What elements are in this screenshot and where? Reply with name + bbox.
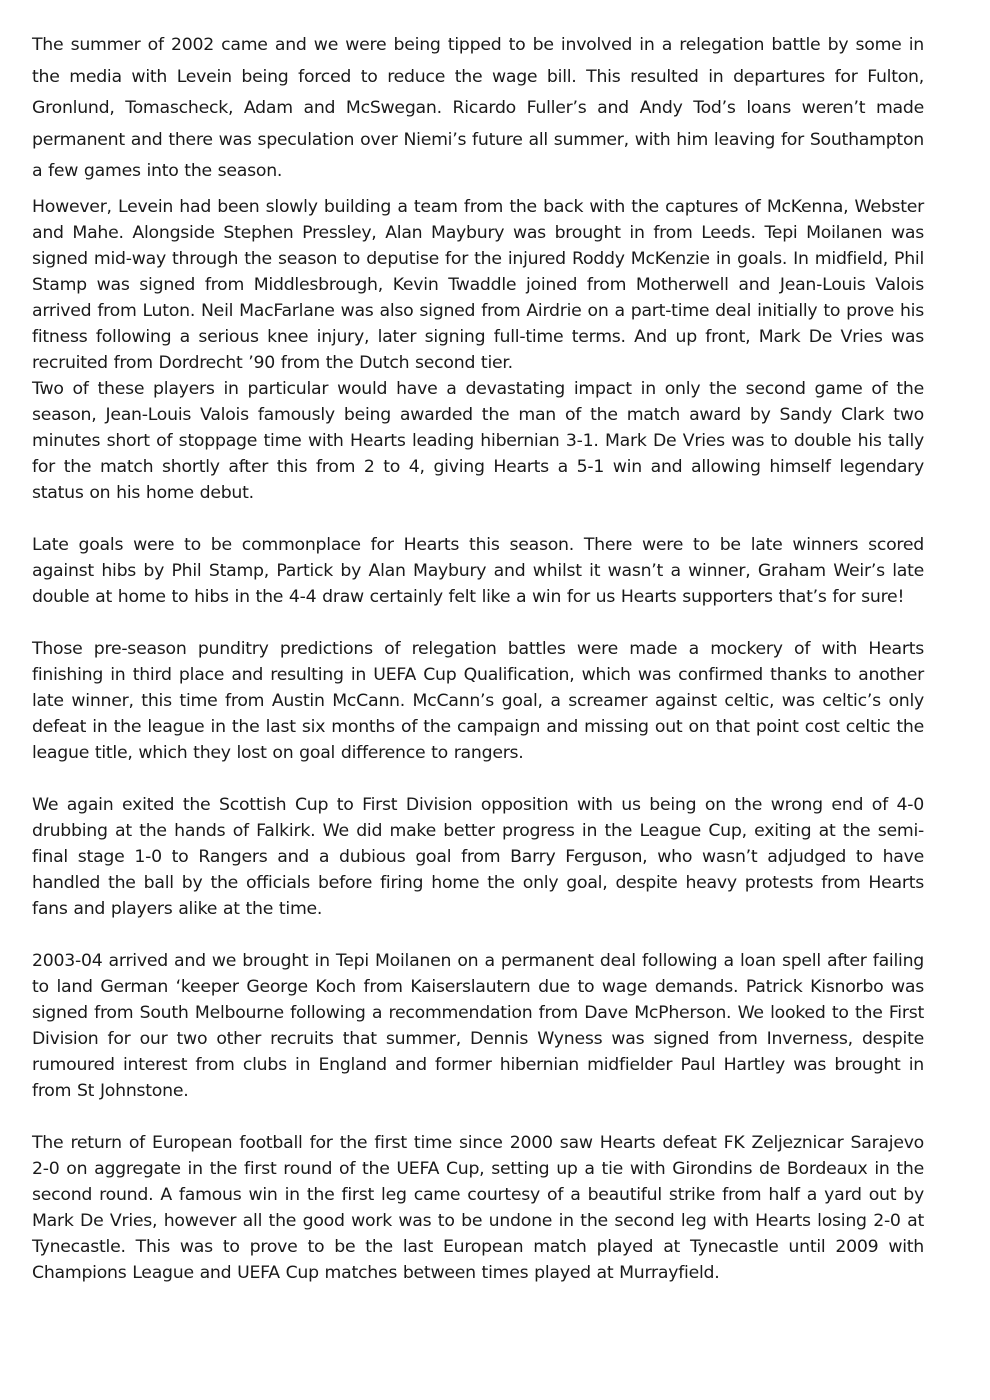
paragraph-gap xyxy=(32,766,924,792)
paragraph-cup-runs: We again exited the Scottish Cup to First Division opposition with us being on the wrong end of 4-0 drubbing at the hands of Falkirk. We did make better progress in the League Cup, exiting at the semi-final stage 1-0 to Rangers and a dubious goal from Barry Ferguson, who wasn’t adjudged to have handled the ball by the officials before firing home the only goal, despite heavy protests from Hearts fans and players alike at the time. xyxy=(32,794,924,919)
paragraph-derby-win: Two of these players in particular would have a devastating impact in only the second game of the season, Jean-Louis Valois famously being awarded the man of the match award by Sandy Clark two minutes short of stoppage time with Hearts leading hibernian 3-1. Mark De Vries was to double his tally for the match shortly after this from 2 to 4, giving Hearts a 5-1 win and allowing himself legendary status on his home debut. xyxy=(32,378,924,503)
paragraph-2003-04-signings: 2003-04 arrived and we brought in Tepi Moilanen on a permanent deal following a loan spell after failing to land German ‘keeper George Koch from Kaiserslautern due to wage demands. Patrick Kisnorbo was signed from South Melbourne following a recommendation from Dave McPherson. We looked to the First Division for our two other recruits that summer, Dennis Wyness was signed from Inverness, despite rumoured interest from clubs in England and former hibernian midfielder Paul Hartley was brought in from St Johnstone. xyxy=(32,950,924,1101)
paragraph-summer-2002: The summer of 2002 came and we were being tipped to be involved in a relegation battle by some in the media with Levein being forced to reduce the wage bill. This resulted in departures for Fulton, Gronlund, Tomascheck, Adam and McSwegan. Ricardo Fuller’s and Andy Tod’s loans weren’t made permanent and there was speculation over Niemi’s future all summer, with him leaving for Southampton a few games into the season. xyxy=(32,35,924,181)
paragraph-european-football: The return of European football for the first time since 2000 saw Hearts defeat FK Zeljeznicar Sarajevo 2-0 on aggregate in the first round of the UEFA Cup, setting up a tie with Girondins de Bordeaux in the second round. A famous win in the first leg came courtesy of a beautiful strike from half a yard out by Mark De Vries, however all the good work was to be undone in the second leg with Hearts losing 2-0 at Tynecastle. This was to prove to be the last European match played at Tynecastle until 2009 with Champions League and UEFA Cup matches between times played at Murrayfield. xyxy=(32,1132,924,1283)
paragraph-gap xyxy=(32,610,924,636)
paragraph-gap xyxy=(32,1104,924,1130)
paragraph-late-goals: Late goals were to be commonplace for Hearts this season. There were to be late winners scored against hibs by Phil Stamp, Partick by Alan Maybury and whilst it wasn’t a winner, Graham Weir’s late double at home to hibs in the 4-4 draw certainly felt like a win for us Hearts supporters that’s for sure! xyxy=(32,534,924,607)
paragraph-gap xyxy=(32,506,924,532)
paragraph-third-place: Those pre-season punditry predictions of relegation battles were made a mockery of with Hearts finishing in third place and resulting in UEFA Cup Qualification, which was confirmed thanks to another late winner, this time from Austin McCann. McCann’s goal, a screamer against celtic, was celtic’s only defeat in the league in the last six months of the campaign and missing out on that point cost celtic the league title, which they lost on goal difference to rangers. xyxy=(32,638,924,763)
paragraph-team-building: However, Levein had been slowly building a team from the back with the captures of McKenna, Webster and Mahe. Alongside Stephen Pressley, Alan Maybury was brought in from Leeds. Tepi Moilanen was signed mid-way through the season to deputise for the injured Roddy McKenzie in goals. In midfield, Phil Stamp was signed from Middlesbrough, Kevin Twaddle joined from Motherwell and Jean-Louis Valois arrived from Luton. Neil MacFarlane was also signed from Airdrie on a part-time deal initially to prove his fitness following a serious knee injury, later signing full-time terms. And up front, Mark De Vries was recruited from Dordrecht ’90 from the Dutch second tier. xyxy=(32,196,924,373)
paragraph-gap xyxy=(32,922,924,948)
document-body xyxy=(32,30,924,1286)
